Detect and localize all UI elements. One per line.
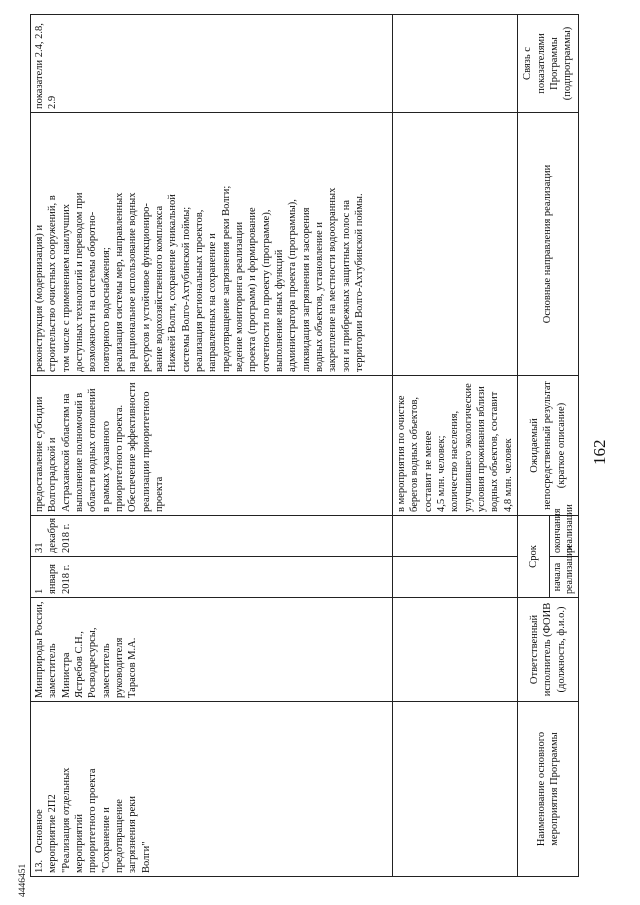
cont-directions xyxy=(393,113,518,376)
row13-result: предоставление субсидии Волгоградской и Астраханской областям на выполнение полномочий в области водных отношений в рамках указанного приоритетного проекта. Обеспечение эффективности реализации приоритетного проекта xyxy=(31,376,393,516)
page-number: 162 xyxy=(590,439,609,465)
table-header-row xyxy=(517,15,549,877)
cont-end xyxy=(393,516,518,557)
row13-name-cell xyxy=(31,702,393,877)
header-term-start: начала реализации xyxy=(549,557,578,598)
header-term-end: окончания реализации xyxy=(549,516,578,557)
header-directions: Основные направления реализации xyxy=(517,113,578,376)
table-row-continuation xyxy=(393,15,518,877)
cont-name xyxy=(393,702,518,877)
cont-start xyxy=(393,557,518,598)
header-responsible: Ответственный исполнитель (ФОИВ (должность, ф.и.о.) xyxy=(517,598,578,702)
header-name: Наименование основного мероприятия Программы xyxy=(517,702,578,877)
row13-responsible: Минприроды России, заместитель Министра Ястребов С.Н., Росводресурсы, заместитель руководителя Тарасов М.А. xyxy=(31,598,393,702)
header-link: Связь с показателями Программы (подпрограммы) xyxy=(517,15,578,113)
row13-name: Основное мероприятие 2П2 "Реализация отдельных мероприятий приоритетного проекта "Сохранение и предотвращение загрязнения реки Волги" xyxy=(34,767,152,873)
cont-result: в мероприятия по очистке берегов водных объектов, составит не менее 4,5 млн. человек; количество населения, улучшившего экологические условия проживания вблизи водных объектов, составит 4,8 млн. человек xyxy=(393,376,518,516)
program-table xyxy=(30,14,579,877)
row13-end: 31 декабря 2018 г. xyxy=(31,516,393,557)
header-result: Ожидаемый непосредственный результат (краткое описание) xyxy=(517,376,578,516)
table-row-13 xyxy=(31,15,393,877)
cont-link xyxy=(393,15,518,113)
header-term: Срок xyxy=(517,516,549,598)
row13-directions: реконструкция (модернизация) и строительство очистных сооружений, в том числе с применением наилучших доступных технологий и переводом при возможности на системы оборотно- повторного водоснабжения; реализация системы мер, направленных на рациональное использование водных ресурсов и устойчивое функциониро- вание водохозяйственного комплекса Нижней Волги, сохранение уникальной системы Волго-Ахтубинской поймы; реализация региональных проектов, направленных на сохранение и предотвращение загрязнения реки Волги; ведение мониторинга реализации проекта (программ) и формирование отчетности по проекту (программе), выполнение иных функций администратора проекта (программы), ликвидация загрязнения и засорения водных объектов, установление и закрепление на местности водоохранных зон и прибрежных защитных полос на территории Волго-Ахтубинской поймы. xyxy=(31,113,393,376)
row13-start: 1 января 2018 г. xyxy=(31,557,393,598)
row13-link: показатели 2.4, 2.8, 2.9 xyxy=(31,15,393,113)
cont-responsible xyxy=(393,598,518,702)
document-id: 4446451 xyxy=(18,863,28,897)
row13-number: 13. xyxy=(34,859,45,873)
